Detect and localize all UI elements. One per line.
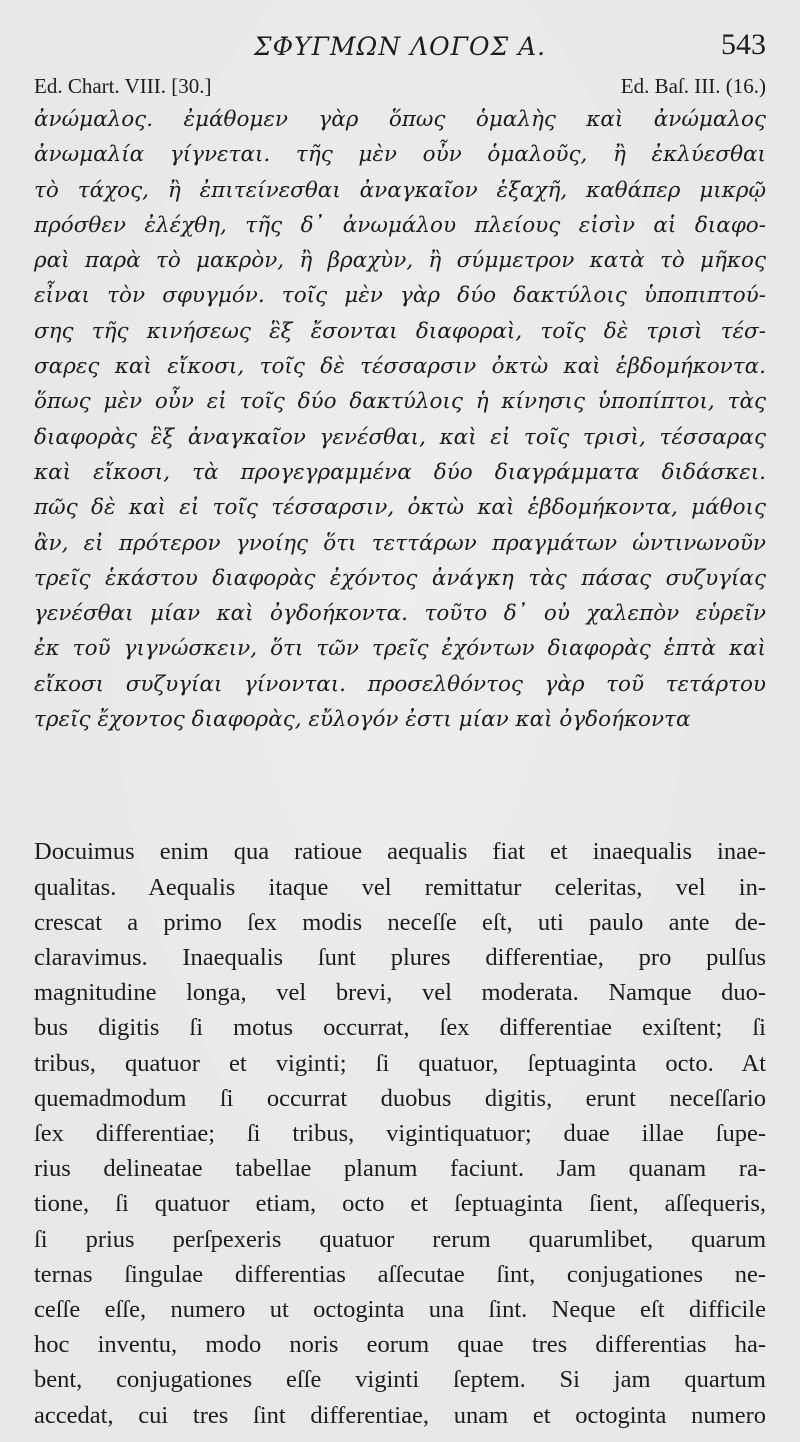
latin-text-line: claravimus. Inaequalis ſunt plures differentiae, pro pulſus xyxy=(34,943,766,971)
latin-text-line: Docuimus enim qua ratioue aequalis fiat et inaequalis inae- xyxy=(34,838,766,866)
column-gap xyxy=(34,737,766,834)
greek-text-line: σης τῆς κινήσεως ἓξ ἔσονται διαφοραὶ, τοῖς δὲ τρισὶ τέσ- xyxy=(34,318,766,344)
latin-text-line: qualitas. Aequalis itaque vel remittatur celeritas, vel in- xyxy=(34,873,766,901)
greek-text-line: ἂν, εἰ πρότερον γνοίης ὅτι τεττάρων πραγμάτων ὡντινωνοῦν xyxy=(34,530,766,556)
greek-text-block xyxy=(34,102,766,737)
greek-text-line: ὅπως μὲν οὖν εἰ τοῖς δύο δακτύλοις ἡ κίνησις ὑποπίπτοι, τὰς xyxy=(34,389,766,415)
edition-left: Ed. Chart. VIII. [30.] xyxy=(34,74,212,98)
latin-text-line: ternas ſingulae differentias aſſecutae ſint, conjugationes ne- xyxy=(34,1260,766,1288)
greek-text-line: γενέσθαι μίαν καὶ ὀγδοήκοντα. τοῦτο δ᾽ οὐ χαλεπὸν εὑρεῖν xyxy=(34,601,766,627)
greek-text-line: διαφορὰς ἓξ ἀναγκαῖον γενέσθαι, καὶ εἰ τοῖς τρισὶ, τέσσαρας xyxy=(34,424,766,450)
greek-text-line: ραὶ παρὰ τὸ μακρὸν, ἢ βραχὺν, ἢ σύμμετρον κατὰ τὸ μῆκος xyxy=(34,248,766,274)
greek-text-line: ἀνώμαλος. ἐμάθομεν γὰρ ὅπως ὁμαλὴς καὶ ἀνώμαλος xyxy=(34,107,766,132)
latin-text-line: bus digitis ſi motus occurrat, ſex differentiae exiſtent; ſi xyxy=(34,1014,766,1042)
latin-text-line: rius delineatae tabellae planum faciunt. Jam quanam ra- xyxy=(34,1155,766,1183)
edition-right: Ed. Baſ. III. (16.) xyxy=(620,74,766,98)
running-title: ΣΦΥΓΜΩΝ ΛΟΓΟΣ Α. xyxy=(253,32,547,61)
latin-text-line: hoc inventu, modo noris eorum quae tres differentias ha- xyxy=(34,1331,766,1359)
latin-text-line: crescat a primo ſex modis neceſſe eſt, uti paulo ante de- xyxy=(34,908,766,936)
greek-text-line: τρεῖς ἑκάστου διαφορὰς ἐχόντος ἀνάγκη τὰς πάσας συζυγίας xyxy=(34,565,766,591)
latin-text-line: ſi prius perſpexeris quatuor rerum quarumlibet, quarum xyxy=(34,1225,766,1253)
latin-text-line: ſex differentiae; ſi tribus, vigintiquatuor; duae illae ſupe- xyxy=(34,1119,766,1147)
greek-text-line: εἴκοσι συζυγίαι γίνονται. προσελθόντος γὰρ τοῦ τετάρτου xyxy=(34,671,766,697)
greek-text-line: σαρες καὶ εἴκοσι, τοῖς δὲ τέσσαρσιν ὀκτὼ καὶ ἑβδομήκοντα. xyxy=(34,354,766,380)
latin-text-line: tione, ſi quatuor etiam, octo et ſeptuaginta ſient, aſſequeris, xyxy=(34,1190,766,1218)
latin-text-block xyxy=(34,834,766,1432)
latin-text-line: ceſſe eſſe, numero ut octoginta una ſint. Neque eſt difficile xyxy=(34,1295,766,1323)
greek-text-line: πρόσθεν ἐλέχθη, τῆς δ᾽ ἀνωμάλου πλείους εἰσὶν αἱ διαφο- xyxy=(34,212,766,238)
greek-text-line: τρεῖς ἔχοντος διαφορὰς, εὔλογόν ἐστι μίαν καὶ ὀγδοήκοντα xyxy=(34,707,691,733)
latin-text-line: quemadmodum ſi occurrat duobus digitis, erunt neceſſario xyxy=(34,1084,766,1112)
page-number: 543 xyxy=(721,28,766,61)
greek-text-line: τὸ τάχος, ἢ ἐπιτείνεσθαι ἀναγκαῖον ἑξαχῆ, καθάπερ μικρῷ xyxy=(34,177,766,203)
latin-text-line: accedat, cui tres ſint differentiae, unam et octoginta numero xyxy=(34,1401,766,1429)
edition-line xyxy=(34,74,766,102)
latin-text-line: bent, conjugationes eſſe viginti ſeptem. Si jam quartum xyxy=(34,1366,766,1394)
greek-text-line: πῶς δὲ καὶ εἰ τοῖς τέσσαρσιν, ὀκτὼ καὶ ἑβδομήκοντα, μάθοις xyxy=(34,495,766,521)
latin-text-line: tribus, quatuor et viginti; ſi quatuor, ſeptuaginta octo. At xyxy=(34,1049,766,1077)
latin-text-line: magnitudine longa, vel brevi, vel moderata. Namque duo- xyxy=(34,979,766,1007)
greek-text-line: ἐκ τοῦ γιγνώσκειν, ὅτι τῶν τρεῖς ἐχόντων διαφορὰς ἑπτὰ καὶ xyxy=(34,636,766,662)
greek-text-line: ἀνωμαλία γίγνεται. τῆς μὲν οὖν ὁμαλοῦς, ἢ ἐκλύεσθαι xyxy=(34,142,766,168)
greek-text-line: καὶ εἴκοσι, τὰ προγεγραμμένα δύο διαγράμματα διδάσκει. xyxy=(34,459,766,485)
greek-text-line: εἶναι τὸν σφυγμόν. τοῖς μὲν γὰρ δύο δακτύλοις ὑποπιπτού- xyxy=(34,283,766,309)
running-head xyxy=(34,28,766,66)
